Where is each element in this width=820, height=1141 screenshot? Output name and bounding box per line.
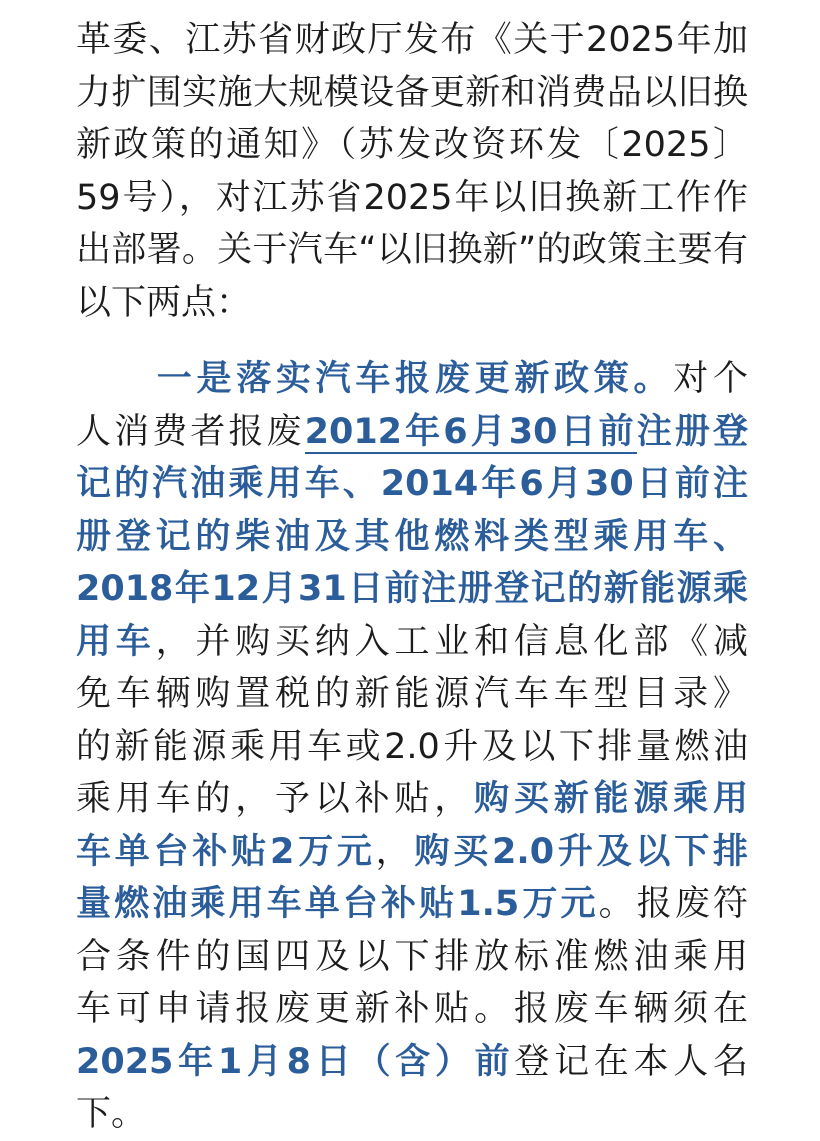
text-line-12: 用车，并购买纳入工业和信息化部《减	[76, 621, 748, 662]
highlight-date: 2012年6月30日前	[304, 411, 637, 452]
text-line-5: 出部署。关于汽车“以旧换新”的政策主要有	[76, 230, 748, 270]
text-line-20: 2025年1月8日（含）前登记在本人名	[76, 1041, 748, 1082]
text-line-18: 合条件的国四及以下排放标准燃油乘用	[76, 936, 748, 977]
text-line-6: 以下两点：	[76, 282, 252, 323]
text-line-16: 车单台补贴2万元，购买2.0升及以下排	[76, 831, 748, 872]
paragraph-gap	[76, 329, 748, 353]
text-line-8: 人消费者报废2012年6月30日前注册登	[76, 411, 748, 452]
text-line-2: 力扩围实施大规模设备更新和消费品以旧换	[76, 72, 748, 113]
text-line-3: 新政策的通知》（苏发改资环发〔2025〕	[76, 125, 748, 165]
text-line-4: 59号），对江苏省2025年以旧换新工作作	[76, 177, 748, 218]
text-line-14: 的新能源乘用车或2.0升及以下排量燃油	[76, 726, 748, 767]
text-line-13: 免车辆购置税的新能源汽车车型目录》	[76, 674, 748, 714]
article-body	[76, 14, 748, 1141]
text-line-7: 一是落实汽车报废更新政策。对个	[152, 359, 748, 399]
text-line-9: 记的汽油乘用车、2014年6月30日前注	[76, 464, 748, 504]
text-line-11: 2018年12月31日前注册登记的新能源乘	[76, 569, 748, 609]
text-line-19: 车可申请报废更新补贴。报废车辆须在	[76, 989, 748, 1029]
text-line-15: 乘用车的，予以补贴，购买新能源乘用	[76, 779, 748, 819]
text-line-21: 下。	[76, 1094, 147, 1134]
policy-heading: 一是落实汽车报废更新政策。	[152, 359, 674, 399]
text-line-1: 革委、江苏省财政厅发布《关于2025年加	[76, 20, 748, 60]
deadline-highlight: 2025年1月8日（含）前	[76, 1041, 515, 1082]
text-line-17: 量燃油乘用车单台补贴1.5万元。报废符	[76, 884, 748, 924]
text-line-10: 册登记的柴油及其他燃料类型乘用车、	[76, 516, 748, 557]
subsidy-highlight: 购买新能源乘用	[474, 779, 748, 819]
